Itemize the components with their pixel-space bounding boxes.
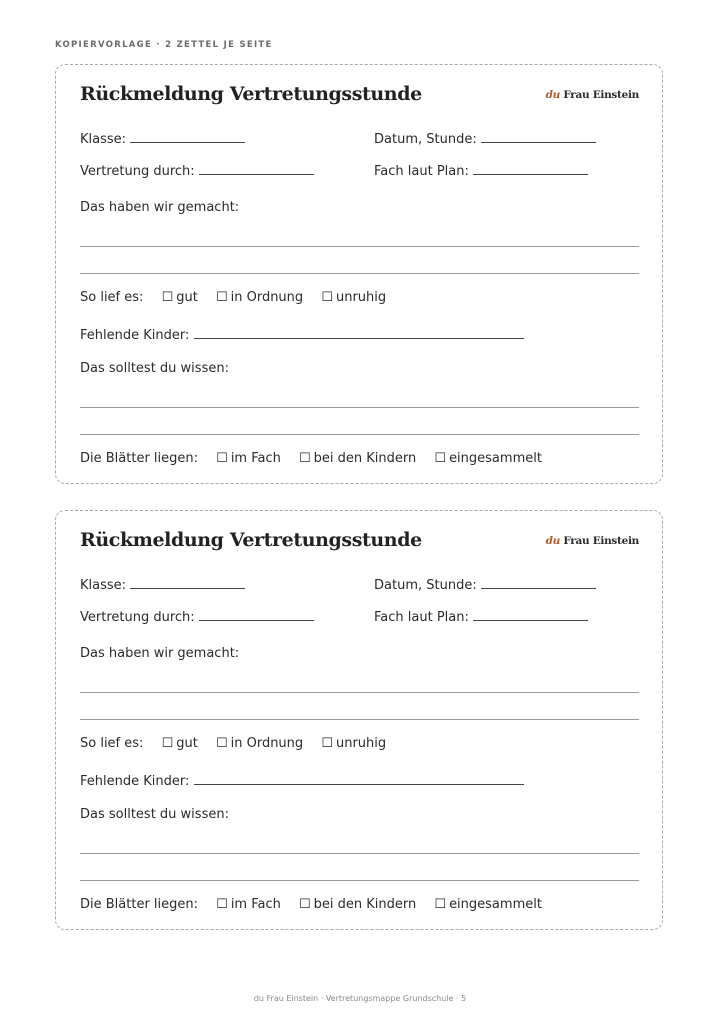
klasse-label: Klasse: bbox=[80, 578, 127, 593]
blaetter-option-eingesammelt[interactable]: ☐ eingesammelt bbox=[434, 897, 542, 912]
checkbox-icon[interactable]: ☐ bbox=[161, 290, 174, 305]
writing-line[interactable] bbox=[80, 273, 639, 274]
writing-line[interactable] bbox=[80, 407, 639, 408]
fach-label: Fach laut Plan: bbox=[374, 164, 469, 179]
checkbox-icon[interactable]: ☐ bbox=[216, 451, 228, 466]
checkbox-icon[interactable]: ☐ bbox=[321, 290, 333, 305]
brand-logo bbox=[546, 535, 639, 547]
klasse-blank[interactable] bbox=[130, 575, 245, 589]
lief-option-unruhig[interactable]: ☐ unruhig bbox=[321, 290, 387, 305]
vertretung-label: Vertretung durch: bbox=[80, 164, 195, 179]
wissen-label: Das solltest du wissen: bbox=[80, 807, 229, 822]
checkbox-icon[interactable]: ☐ bbox=[299, 897, 311, 912]
blaetter-option-im-fach[interactable]: ☐ im Fach bbox=[216, 451, 281, 466]
lief-option-unruhig[interactable]: ☐ unruhig bbox=[321, 736, 387, 751]
checkbox-icon[interactable]: ☐ bbox=[299, 451, 311, 466]
brand-logo bbox=[546, 89, 639, 101]
fehlende-blank[interactable] bbox=[194, 771, 524, 785]
blaetter-row bbox=[80, 897, 542, 912]
blaetter-option-eingesammelt[interactable]: ☐ eingesammelt bbox=[434, 451, 542, 466]
fehlende-label: Fehlende Kinder: bbox=[80, 328, 190, 343]
checkbox-icon[interactable]: ☐ bbox=[161, 736, 174, 751]
checkbox-icon[interactable]: ☐ bbox=[434, 897, 447, 912]
fehlende-blank[interactable] bbox=[194, 325, 524, 339]
vertretung-label: Vertretung durch: bbox=[80, 610, 195, 625]
datum-label: Datum, Stunde: bbox=[374, 578, 477, 593]
datum-blank[interactable] bbox=[481, 575, 596, 589]
form-title: Rückmeldung Vertretungsstunde bbox=[80, 529, 422, 551]
writing-line[interactable] bbox=[80, 692, 639, 693]
vertretung-field[interactable] bbox=[80, 161, 314, 179]
writing-line[interactable] bbox=[80, 434, 639, 435]
page-header: KOPIERVORLAGE · 2 ZETTEL JE SEITE bbox=[55, 40, 273, 50]
feedback-form-card bbox=[55, 64, 663, 484]
fach-blank[interactable] bbox=[473, 607, 588, 621]
form-title: Rückmeldung Vertretungsstunde bbox=[80, 83, 422, 105]
fach-blank[interactable] bbox=[473, 161, 588, 175]
fehlende-label: Fehlende Kinder: bbox=[80, 774, 190, 789]
brand-du: du bbox=[545, 535, 560, 547]
feedback-form-card bbox=[55, 510, 663, 930]
checkbox-icon[interactable]: ☐ bbox=[216, 897, 228, 912]
datum-field[interactable] bbox=[374, 129, 596, 147]
wissen-label: Das solltest du wissen: bbox=[80, 361, 229, 376]
blaetter-option-bei-den-kindern[interactable]: ☐ bei den Kindern bbox=[299, 451, 417, 466]
brand-du: du bbox=[545, 89, 560, 101]
datum-label: Datum, Stunde: bbox=[374, 132, 477, 147]
lief-option-gut[interactable]: ☐ gut bbox=[161, 290, 198, 305]
vertretung-field[interactable] bbox=[80, 607, 314, 625]
vertretung-blank[interactable] bbox=[199, 607, 314, 621]
writing-line[interactable] bbox=[80, 719, 639, 720]
fach-label: Fach laut Plan: bbox=[374, 610, 469, 625]
blaetter-label: Die Blätter liegen: bbox=[80, 451, 199, 466]
writing-line[interactable] bbox=[80, 853, 639, 854]
fehlende-field[interactable] bbox=[80, 771, 524, 789]
blaetter-option-im-fach[interactable]: ☐ im Fach bbox=[216, 897, 281, 912]
fehlende-field[interactable] bbox=[80, 325, 524, 343]
blaetter-label: Die Blätter liegen: bbox=[80, 897, 199, 912]
checkbox-icon[interactable]: ☐ bbox=[321, 736, 333, 751]
checkbox-icon[interactable]: ☐ bbox=[215, 290, 228, 305]
gemacht-label: Das haben wir gemacht: bbox=[80, 646, 240, 661]
vertretung-blank[interactable] bbox=[199, 161, 314, 175]
fach-field[interactable] bbox=[374, 607, 588, 625]
klasse-field[interactable] bbox=[80, 575, 245, 593]
checkbox-icon[interactable]: ☐ bbox=[215, 736, 228, 751]
fach-field[interactable] bbox=[374, 161, 588, 179]
page-footer: du Frau Einstein · Vertretungsmappe Grundschule · 5 bbox=[253, 994, 467, 1003]
brand-name: Frau Einstein bbox=[563, 535, 639, 547]
lief-option-in-ordnung[interactable]: ☐ in Ordnung bbox=[215, 290, 304, 305]
writing-line[interactable] bbox=[80, 246, 639, 247]
datum-field[interactable] bbox=[374, 575, 596, 593]
blaetter-row bbox=[80, 451, 542, 466]
lief-label: So lief es: bbox=[80, 290, 144, 305]
klasse-blank[interactable] bbox=[130, 129, 245, 143]
gemacht-label: Das haben wir gemacht: bbox=[80, 200, 240, 215]
lief-option-gut[interactable]: ☐ gut bbox=[161, 736, 198, 751]
lief-row bbox=[80, 290, 386, 305]
klasse-label: Klasse: bbox=[80, 132, 127, 147]
writing-line[interactable] bbox=[80, 880, 639, 881]
klasse-field[interactable] bbox=[80, 129, 245, 147]
lief-option-in-ordnung[interactable]: ☐ in Ordnung bbox=[215, 736, 304, 751]
blaetter-option-bei-den-kindern[interactable]: ☐ bei den Kindern bbox=[299, 897, 417, 912]
checkbox-icon[interactable]: ☐ bbox=[434, 451, 447, 466]
datum-blank[interactable] bbox=[481, 129, 596, 143]
lief-row bbox=[80, 736, 386, 751]
brand-name: Frau Einstein bbox=[563, 89, 639, 101]
lief-label: So lief es: bbox=[80, 736, 144, 751]
